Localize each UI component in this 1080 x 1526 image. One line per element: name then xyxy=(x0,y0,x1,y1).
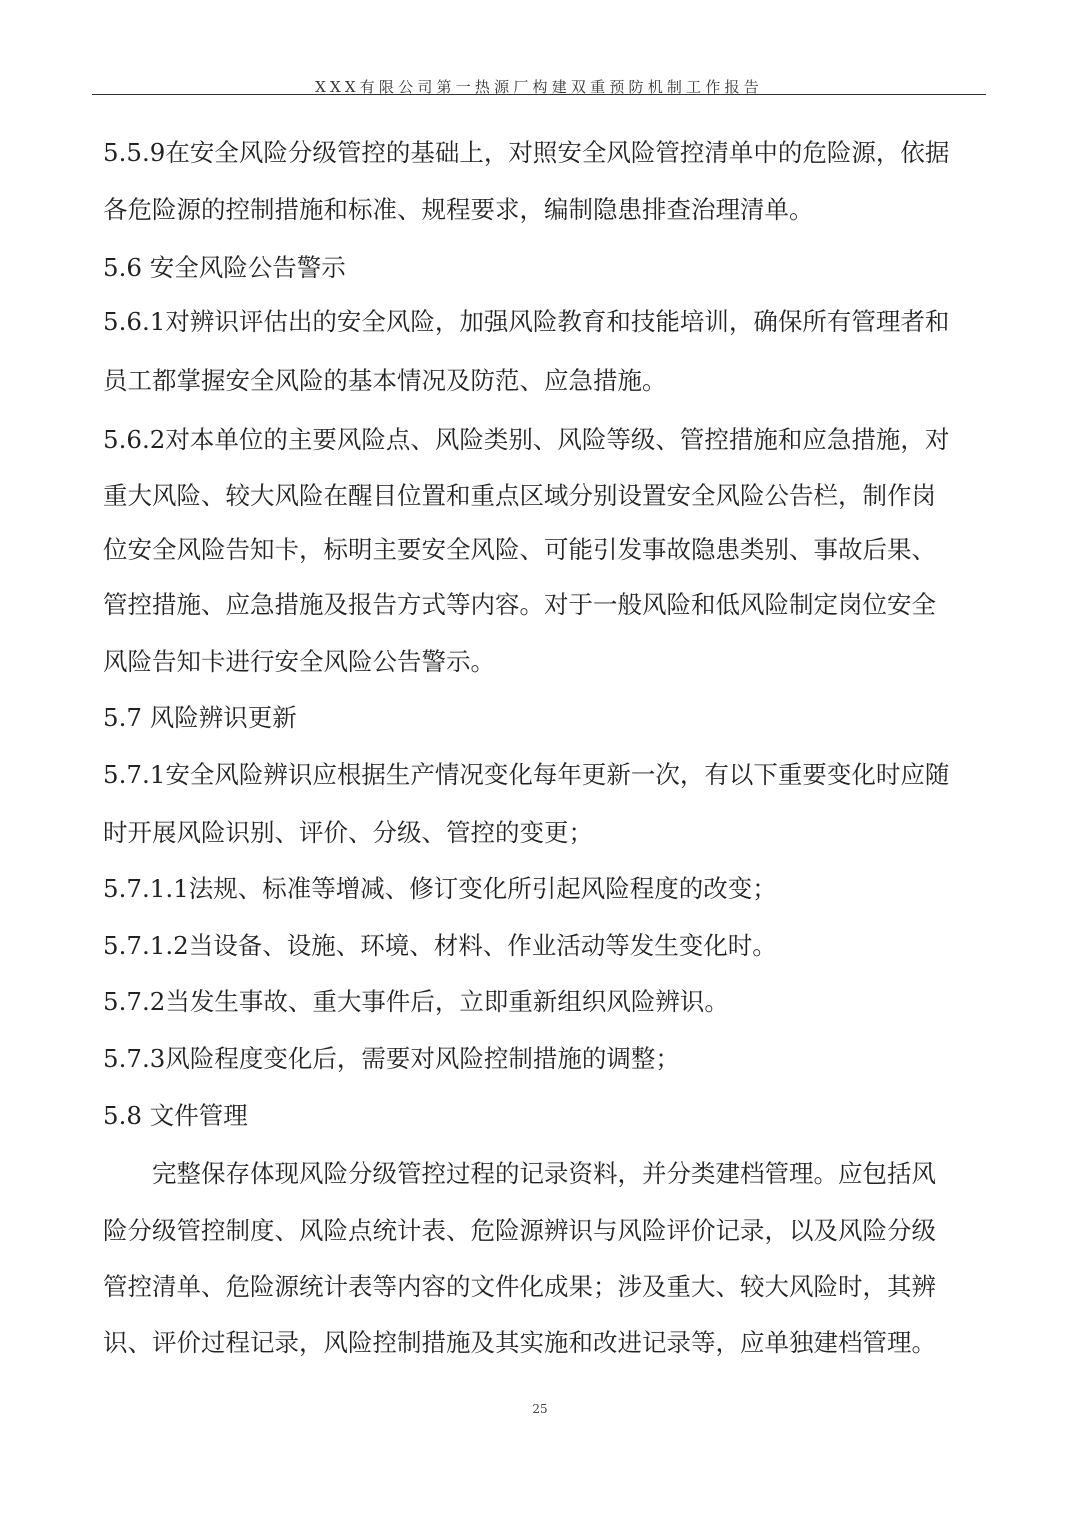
paragraph-line: 完整保存体现风险分级管控过程的记录资料，并分类建档管理。应包括风 xyxy=(103,1159,936,1188)
header-divider xyxy=(92,94,986,95)
paragraph-line: 识、评价过程记录，风险控制措施及其实施和改进记录等，应单独建档管理。 xyxy=(103,1328,936,1357)
paragraph-line: 5.7.3风险程度变化后，需要对风险控制措施的调整； xyxy=(103,1044,680,1073)
paragraph-line: 重大风险、较大风险在醒目位置和重点区域分别设置安全风险公告栏，制作岗 xyxy=(103,481,936,510)
paragraph-line: 管控措施、应急措施及报告方式等内容。对于一般风险和低风险制定岗位安全 xyxy=(103,590,936,619)
paragraph-line: 5.5.9在安全风险分级管控的基础上，对照安全风险管控清单中的危险源，依据 xyxy=(103,138,950,167)
paragraph-line: 各危险源的控制措施和标准、规程要求，编制隐患排查治理清单。 xyxy=(103,195,814,224)
paragraph-line: 5.7.1安全风险辨识应根据生产情况变化每年更新一次，有以下重要变化时应随 xyxy=(103,760,950,789)
section-heading: 5.6 安全风险公告警示 xyxy=(103,253,346,282)
paragraph-line: 时开展风险识别、评价、分级、管控的变更； xyxy=(103,818,593,847)
paragraph-line: 管控清单、危险源统计表等内容的文件化成果；涉及重大、较大风险时，其辨 xyxy=(103,1272,936,1301)
paragraph-line: 5.7.2当发生事故、重大事件后，立即重新组织风险辨识。 xyxy=(103,987,729,1016)
paragraph-line: 员工都掌握安全风险的基本情况及防范、应急措施。 xyxy=(103,366,667,395)
paragraph-line: 5.6.1对辨识评估出的安全风险，加强风险教育和技能培训，确保所有管理者和 xyxy=(103,307,950,336)
header-title: XXX有限公司第一热源厂构建双重预防机制工作报告 xyxy=(315,78,763,96)
paragraph-line: 位安全风险告知卡，标明主要安全风险、可能引发事故隐患类别、事故后果、 xyxy=(103,535,936,564)
paragraph-line: 险分级管控制度、风险点统计表、危险源辨识与风险评价记录，以及风险分级 xyxy=(103,1216,936,1245)
paragraph-line: 5.7.1.1法规、标准等增减、修订变化所引起风险程度的改变； xyxy=(103,874,777,903)
paragraph-line: 风险告知卡进行安全风险公告警示。 xyxy=(103,647,495,676)
paragraph-line: 5.6.2对本单位的主要风险点、风险类别、风险等级、管控措施和应急措施，对 xyxy=(103,425,950,454)
page-number: 25 xyxy=(532,1402,548,1416)
section-heading: 5.8 文件管理 xyxy=(103,1101,248,1130)
section-heading: 5.7 风险辨识更新 xyxy=(103,703,297,732)
paragraph-line: 5.7.1.2当设备、设施、环境、材料、作业活动等发生变化时。 xyxy=(103,931,777,960)
